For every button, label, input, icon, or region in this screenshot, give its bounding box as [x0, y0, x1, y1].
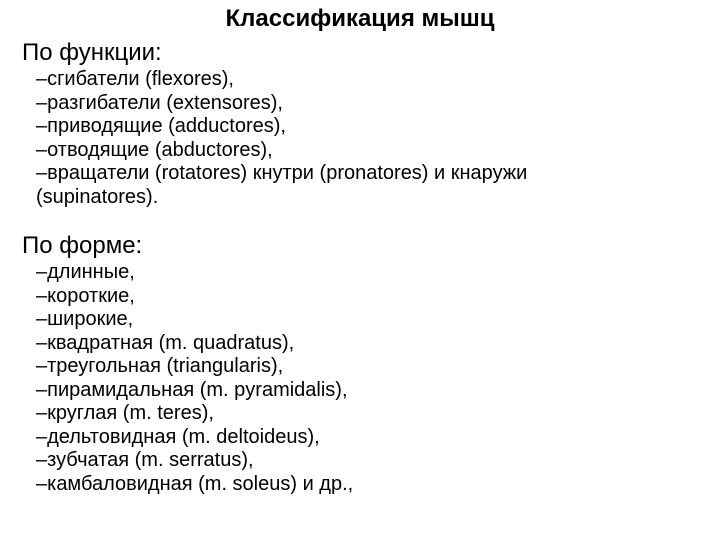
- form-item: –камбаловидная (m. soleus) и др.,: [36, 472, 354, 495]
- form-item: –квадратная (m. quadratus),: [36, 331, 295, 354]
- form-item: –зубчатая (m. serratus),: [36, 449, 254, 471]
- function-item: (supinatores).: [36, 185, 159, 208]
- slide-title: Классификация мышц: [225, 5, 495, 32]
- function-item: –отводящие (abductores),: [36, 138, 273, 161]
- form-section: [22, 231, 353, 496]
- form-item: –длинные,: [36, 261, 135, 283]
- function-item: –разгибатели (extensores),: [36, 91, 283, 114]
- function-section: [22, 38, 527, 209]
- form-heading: По форме:: [22, 232, 143, 259]
- form-item: –дельтовидная (m. deltoideus),: [36, 425, 320, 448]
- form-item: –короткие,: [36, 284, 135, 307]
- function-item: –сгибатели (flexores),: [36, 68, 234, 90]
- form-item: –треугольная (triangularis),: [36, 355, 284, 377]
- function-list: [22, 68, 527, 209]
- function-item: –вращатели (rotatores) кнутри (pronatores) и кнаружи: [36, 162, 528, 184]
- function-heading: По функции:: [22, 39, 162, 66]
- form-item: –широкие,: [36, 308, 134, 330]
- form-list: [22, 261, 353, 496]
- form-item: –пирамидальная (m. pyramidalis),: [36, 378, 348, 401]
- form-item: –круглая (m. teres),: [36, 402, 214, 424]
- function-item: –приводящие (adductores),: [36, 115, 286, 137]
